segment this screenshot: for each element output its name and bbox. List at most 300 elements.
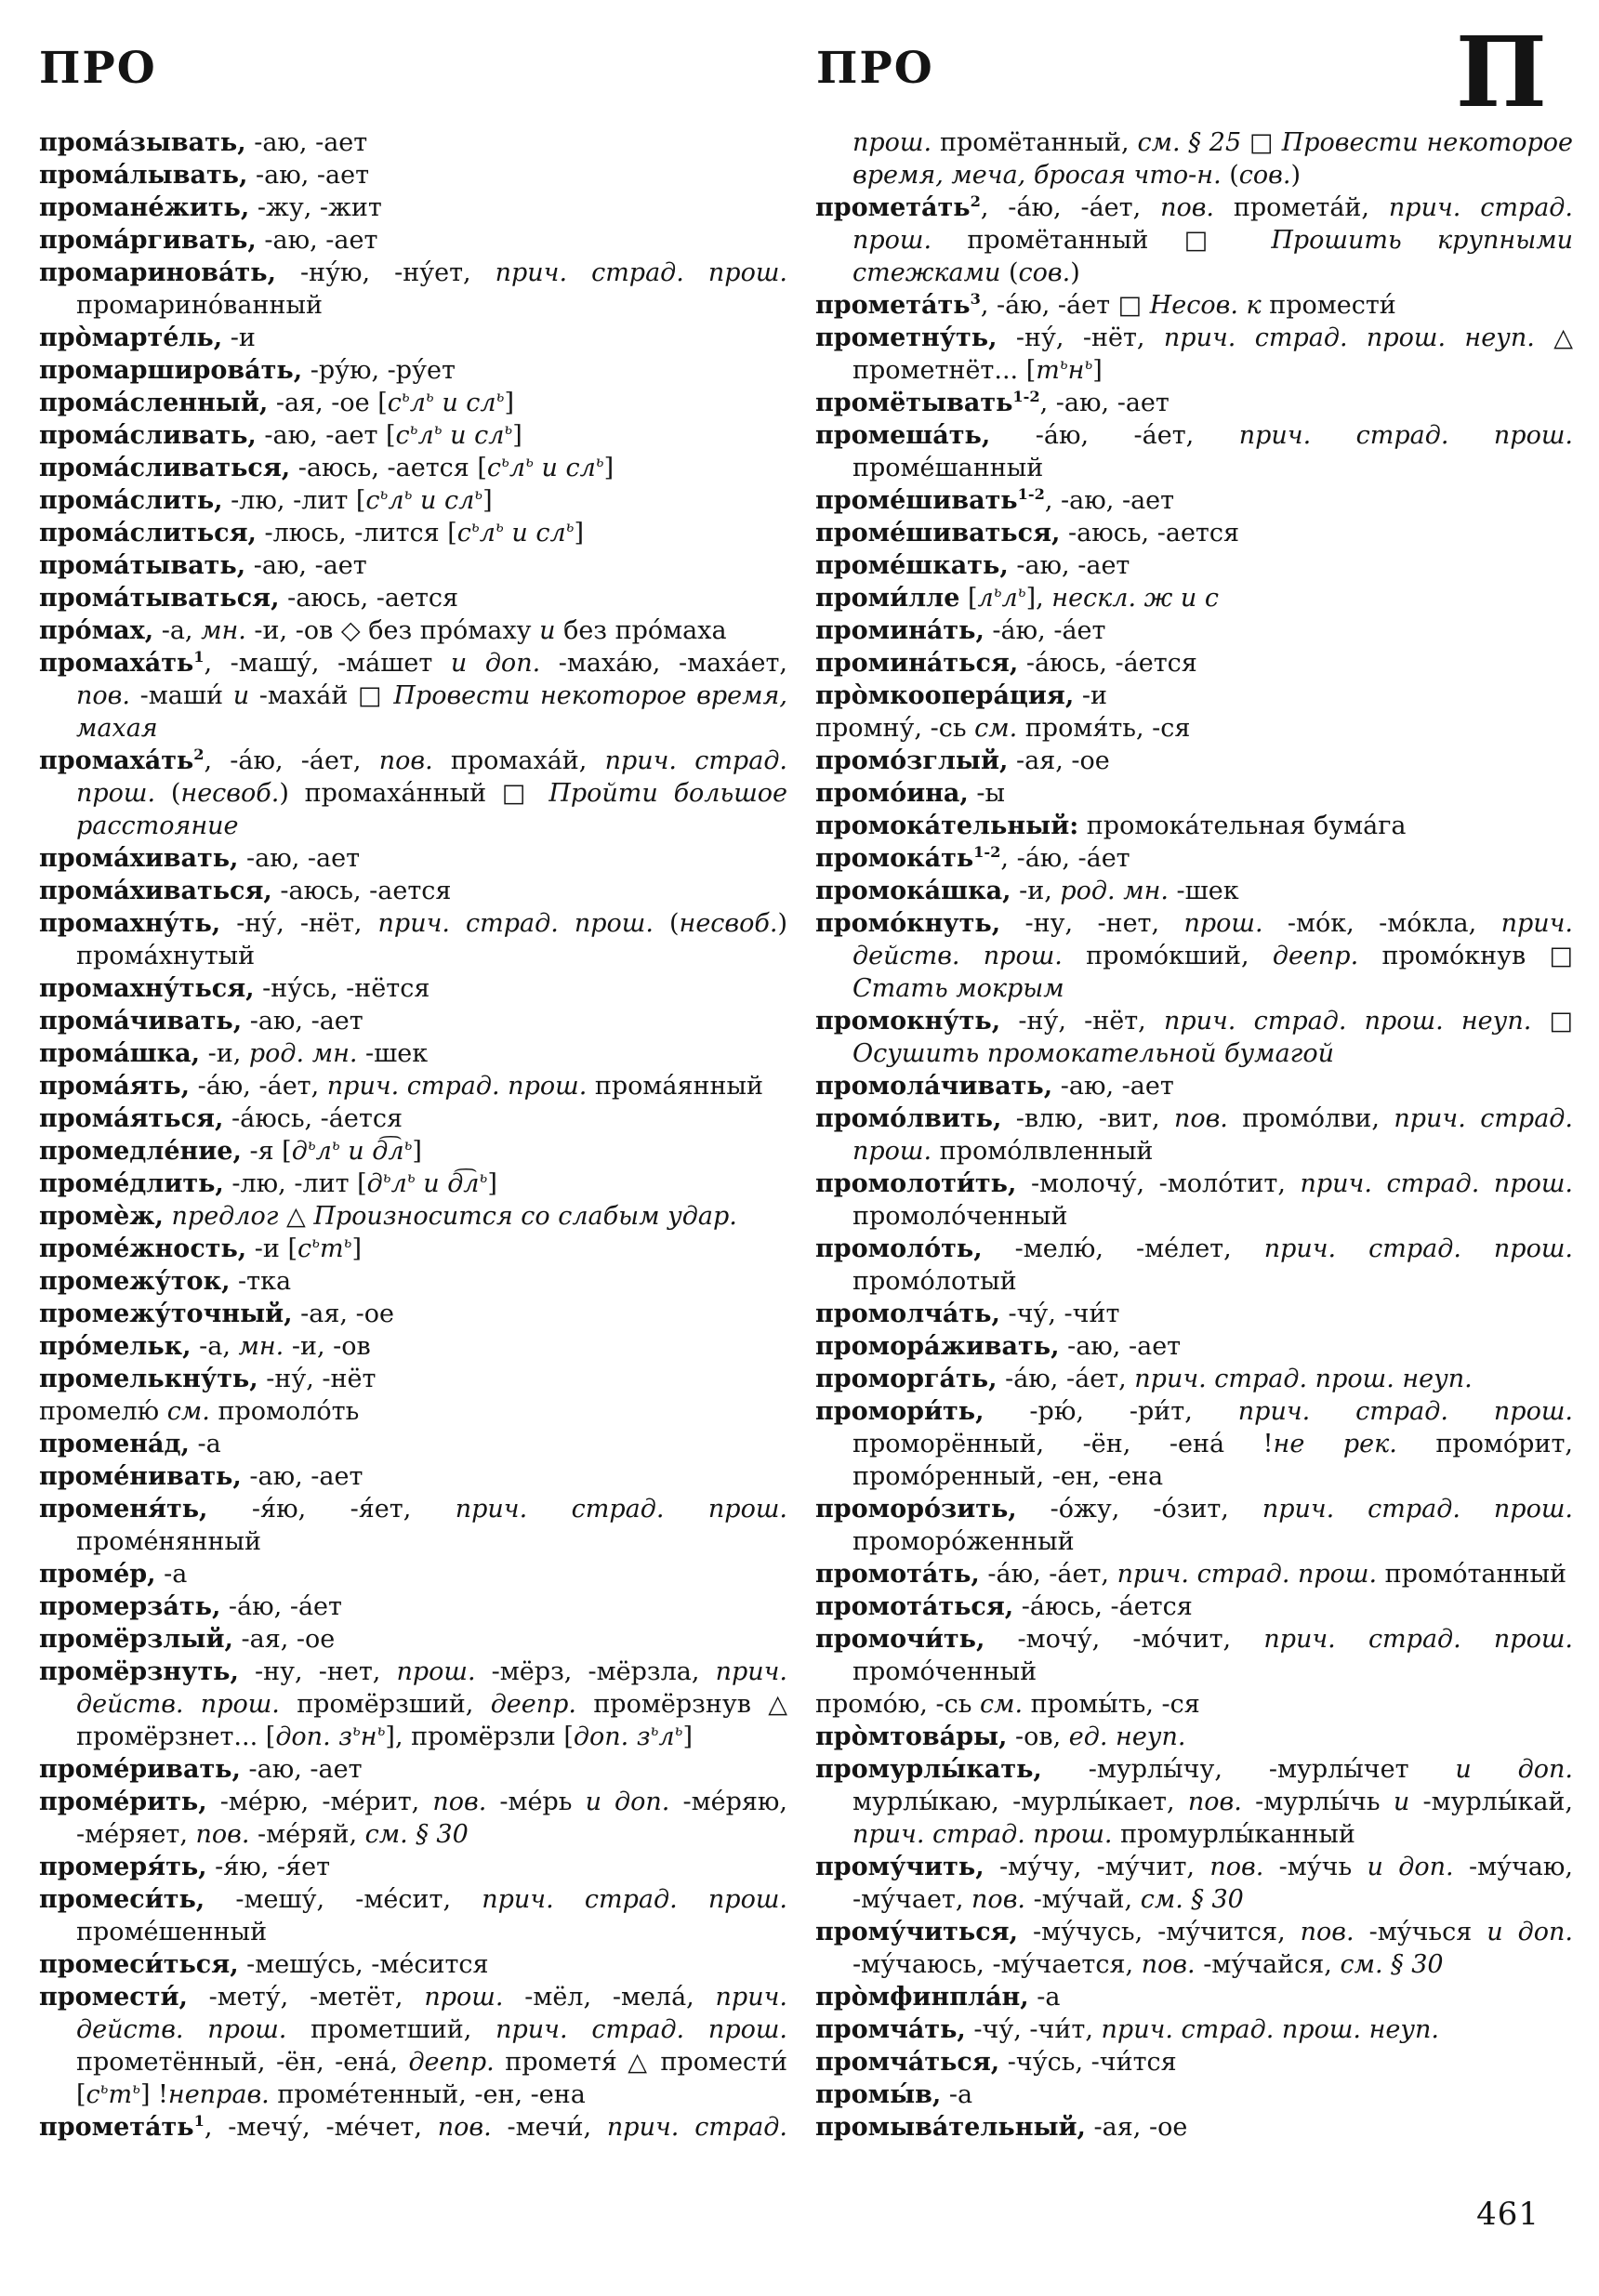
dictionary-entry [39, 1851, 787, 1883]
entry-text: ] [1092, 356, 1103, 385]
dictionary-entry [39, 1428, 787, 1460]
entry-text: и сл [503, 519, 566, 548]
dictionary-entry [39, 647, 787, 745]
entry-text: -аюсь, -ается [271, 877, 452, 905]
entry-text: -му́чай, [1025, 1885, 1141, 1914]
entry-text: промётанный, [932, 128, 1138, 157]
entry-text: 2 [970, 192, 981, 210]
entry-text: ь [565, 518, 575, 535]
entry-text: Несов. к [1149, 291, 1262, 320]
entry-text: пов. [437, 2113, 492, 2142]
dictionary-entry [39, 1265, 787, 1298]
entry-text: -аю, -ает [ [256, 421, 396, 450]
entry-text: н [360, 1722, 377, 1751]
entry-text: ], [1025, 584, 1052, 613]
running-head-left: ПРО [39, 43, 157, 94]
entry-text: промета́й, [1214, 193, 1389, 222]
dictionary-entry [39, 419, 787, 452]
entry-text: -ая, -ое [1085, 2113, 1188, 2142]
entry-text: ь [379, 485, 389, 503]
headword: промане́жить, [39, 193, 250, 222]
entry-text: -а́ю, -а́ет, [997, 1365, 1135, 1393]
entry-text: -ме́рю, -ме́рит, [206, 1788, 433, 1816]
entry-text: ( [653, 909, 680, 938]
headword: прометну́ть, [815, 323, 998, 352]
dictionary-entry [815, 1298, 1573, 1330]
entry-text: прич. страд. прош. [852, 193, 1574, 255]
entry-text: с [297, 1234, 312, 1263]
dictionary-entry [815, 582, 1573, 614]
entry-text: промо́кший, [1062, 942, 1273, 970]
entry-text: -аю, -ает [241, 1462, 363, 1491]
entry-text: см. [974, 714, 1018, 743]
entry-text: ь [406, 1168, 416, 1186]
dictionary-entry [39, 1590, 787, 1623]
entry-text: [ [959, 584, 978, 613]
entry-text: пов. [1300, 1918, 1355, 1946]
entry-text: несвоб. [180, 779, 280, 808]
entry-text: -а [1028, 1983, 1061, 2012]
entry-text: ] [412, 1137, 422, 1166]
entry-text: ь [401, 388, 410, 405]
entry-text: прич. страд. прош. [1117, 1560, 1378, 1589]
dictionary-entry [39, 1298, 787, 1330]
entry-text: ь [993, 583, 1002, 600]
headword: прома́чивать, [39, 1007, 243, 1036]
dictionary-entry [39, 907, 787, 972]
entry-text: -мурлы́чь [1241, 1788, 1394, 1816]
entry-text: ь [674, 1722, 683, 1739]
headword: промётывать [815, 389, 1013, 417]
entry-text: прич. страд. прош. [1238, 421, 1573, 450]
headword: промаха́ть [39, 746, 194, 775]
headword: промоло́ть, [815, 1234, 983, 1263]
entry-text: ь [479, 1168, 488, 1186]
dictionary-entry [815, 2013, 1573, 2046]
entry-text: -ну, -нет, [1000, 909, 1184, 938]
entry-text: 1-2 [973, 843, 1001, 861]
entry-text: ь [1059, 355, 1068, 373]
entry-text: см. [166, 1397, 210, 1426]
entry-text: л [1001, 584, 1018, 613]
entry-text: △ прометнёт... [ [852, 323, 1573, 385]
entry-text: -и [222, 323, 256, 352]
entry-text: мн. [238, 1332, 284, 1361]
left-column [39, 126, 787, 2144]
entry-text: ь [343, 1234, 352, 1251]
dictionary-entry [815, 810, 1573, 842]
entry-text: 2 [193, 746, 205, 763]
dictionary-entry [815, 2078, 1573, 2111]
dictionary-entry [39, 1233, 787, 1265]
entry-text: -и, -ов [284, 1332, 371, 1361]
dictionary-entry [815, 322, 1573, 387]
entry-text: промну́, -сь [815, 714, 975, 743]
entry-text: промурлы́канный [1112, 1820, 1355, 1849]
headword: проморга́ть, [815, 1365, 998, 1393]
entry-text: и доп. [1367, 1853, 1454, 1881]
entry-text: промо́ченный [852, 1657, 1037, 1686]
dictionary-entry [39, 1363, 787, 1395]
headword: прома́хивать, [39, 844, 239, 873]
dictionary-entry [815, 1753, 1573, 1851]
entry-text: н [1067, 356, 1085, 385]
entry-text: промо́лвленный [932, 1137, 1154, 1166]
dictionary-entry [39, 1948, 787, 1981]
page-number: 461 [1476, 2196, 1540, 2233]
entry-text: -ая, -ое [1008, 746, 1110, 775]
entry-text: -и, [200, 1039, 249, 1068]
entry-text: -ну́, -нёт, [1000, 1007, 1164, 1036]
entry-text: -мурлы́кай, [1409, 1788, 1573, 1816]
headword: промина́ться, [815, 649, 1019, 678]
dictionary-entry [815, 1395, 1573, 1493]
entry-text: деепр. [408, 2048, 495, 2077]
headword: прома́шка, [39, 1039, 201, 1068]
entry-text: и сл [442, 421, 505, 450]
entry-text: Прошить крупными стежками [852, 226, 1573, 287]
headword: промо́кнуть, [815, 909, 1001, 938]
headword: прома́сленный, [39, 389, 269, 417]
headword: промеси́ться, [39, 1950, 239, 1979]
entry-text: мурлы́каю, -мурлы́кает, [852, 1788, 1188, 1816]
entry-text: -лю, -лит [ [223, 1169, 367, 1198]
dictionary-entry [39, 1753, 787, 1786]
dictionary-entry [39, 1102, 787, 1135]
entry-text: -а́ю, -а́ет, [979, 1560, 1117, 1589]
headword: проми́лле [815, 584, 960, 613]
entry-text: -аю, -ает [247, 161, 370, 190]
entry-text: пов. [432, 1788, 487, 1816]
dictionary-entry [815, 1005, 1573, 1070]
headword: промурлы́кать, [815, 1755, 1042, 1784]
entry-text: см. § 30 [1340, 1950, 1444, 1979]
entry-text: -мо́к, -мо́кла, [1262, 909, 1501, 938]
entry-text: ] [682, 1722, 693, 1751]
entry-text: род. мн. [1060, 877, 1169, 905]
entry-text: -а́ю, -а́ет [220, 1592, 342, 1621]
entry-text: прич. страд. прош. неуп. [1163, 323, 1535, 352]
entry-text: проме́нянный [76, 1527, 262, 1556]
entry-text: -а́юсь, -а́ется [223, 1104, 403, 1133]
entry-text: -рю́, -ри́т, [984, 1397, 1238, 1426]
entry-text: пов. [971, 1885, 1025, 1914]
entry-text: промо́лотый [852, 1267, 1017, 1296]
headword: проме́ривать, [39, 1755, 241, 1784]
headword: промелькну́ть, [39, 1365, 258, 1393]
entry-text: -аю, -ает [256, 226, 378, 255]
entry-text: ь [495, 518, 504, 535]
headword: про̀мкоопера́ция, [815, 681, 1075, 710]
entry-text: -ну́, -нёт, [997, 323, 1164, 352]
entry-text: ) [1070, 258, 1080, 287]
dictionary-entry [815, 1558, 1573, 1590]
entry-text: с [86, 2080, 100, 2109]
entry-text: 3 [970, 290, 981, 308]
entry-text: с [365, 486, 380, 515]
entry-text: ] [487, 1169, 497, 1198]
headword: проме́шкать, [815, 551, 1009, 580]
entry-text: ь [307, 1136, 316, 1154]
entry-text: -ме́ряю, -ме́ряет, [76, 1788, 787, 1849]
entry-text: -а́юсь, -а́ется [1013, 1592, 1193, 1621]
dictionary-entry [39, 1395, 787, 1428]
headword: промола́чивать, [815, 1072, 1053, 1101]
entry-text: сов. [1238, 161, 1291, 190]
dictionary-entry [815, 777, 1573, 810]
dictionary-entry [39, 1981, 787, 2111]
dictionary-entry [815, 1916, 1573, 1981]
entry-text: Пройти большое расстояние [76, 779, 788, 840]
entry-text: -мурлы́чу, -мурлы́чет [1041, 1755, 1456, 1784]
entry-text: т [1036, 356, 1060, 385]
entry-text: л [977, 584, 994, 613]
headword: промена́д, [39, 1430, 190, 1458]
entry-text: -ру́ю, -ру́ет [302, 356, 456, 385]
entry-text: ь [501, 453, 509, 470]
headword: прома́слить, [39, 486, 223, 515]
entry-text: -и, -ов ◇ без про́маху [245, 616, 540, 645]
headword: прома́ять, [39, 1072, 190, 1101]
headword: прома́хиваться, [39, 877, 272, 905]
entry-text: -ну́ю, -ну́ет, [275, 258, 496, 287]
entry-text: прич. страд. прош. неуп. [1134, 1365, 1473, 1393]
headword: про̀мфинпла́н, [815, 1983, 1029, 2012]
entry-text: прич. действ. прош. [852, 909, 1574, 970]
entry-text: ь [525, 453, 534, 470]
entry-continuation [815, 126, 1573, 191]
headword: прома́слиться, [39, 519, 257, 548]
dictionary-entry [815, 907, 1573, 1005]
entry-text: , -а́ю, -а́ет, [204, 746, 379, 775]
entry-text: прич. страд. прош. [852, 1104, 1573, 1166]
entry-text: Провести некоторое время, махая [76, 681, 787, 743]
headword: проме́р, [39, 1560, 156, 1589]
entry-text: -ну́сь, -нётся [254, 974, 430, 1003]
entry-text: -аюсь, -ается [279, 584, 459, 613]
entry-text: ь [504, 420, 513, 438]
headword: промаринова́ть, [39, 258, 276, 287]
entry-text: л [388, 486, 404, 515]
headword: промолоти́ть, [815, 1169, 1017, 1198]
section-letter: П [1455, 15, 1547, 129]
entry-text: проме́шенный [76, 1918, 268, 1946]
entry-text: пов. [378, 746, 433, 775]
entry-text: прич. страд. прош. [455, 1495, 787, 1524]
entry-text: не рек. [1273, 1430, 1397, 1458]
dictionary-entry [39, 159, 787, 191]
entry-text: см. § 30 [364, 1820, 469, 1849]
headword: промёрзнуть, [39, 1657, 239, 1686]
entry-text: см. § 30 [1140, 1885, 1244, 1914]
dictionary-entry [815, 1070, 1573, 1102]
entry-text: ь [1017, 583, 1026, 600]
right-column [815, 126, 1573, 2144]
entry-text: -маши́ [129, 681, 233, 710]
dictionary-entry [39, 972, 787, 1005]
entry-text: ь [377, 1722, 386, 1739]
dictionary-entry [39, 1786, 787, 1851]
entry-text: промарино́ванный [76, 291, 323, 320]
entry-text: ] [351, 1234, 362, 1263]
dictionary-entry [39, 1656, 787, 1753]
dictionary-entry [815, 1590, 1573, 1623]
entry-text: ь [331, 1136, 340, 1154]
headword: проме́жность, [39, 1234, 247, 1263]
entry-text: -мешу́, -ме́сит, [205, 1885, 482, 1914]
dictionary-entry [39, 614, 787, 647]
headword: проме́рить, [39, 1788, 207, 1816]
dictionary-entry [39, 1200, 787, 1233]
headword: прома́сливать, [39, 421, 257, 450]
entry-text: -мечи́, [491, 2113, 607, 2142]
dictionary-entry [39, 322, 787, 354]
headword: проморо́зить, [815, 1495, 1017, 1524]
dictionary-entry [39, 224, 787, 257]
entry-text: род. мн. [248, 1039, 358, 1068]
headword: промести́, [39, 1983, 188, 2012]
entry-text: -ну́, -нёт [258, 1365, 377, 1393]
dictionary-entry [815, 1330, 1573, 1363]
entry-text: прич. страд. прош. [1263, 1234, 1573, 1263]
dictionary-entry [39, 1558, 787, 1590]
entry-text: промо́танный [1377, 1560, 1566, 1589]
entry-text: прич. страд. прош. [326, 1072, 588, 1101]
entry-text: промока́тельная бума́га [1078, 812, 1407, 840]
dictionary-entry [39, 875, 787, 907]
entry-text: -шек [1168, 877, 1239, 905]
entry-text: -я́ю, -я́ет, [207, 1495, 456, 1524]
entry-text: сов. [1018, 258, 1071, 287]
entry-text: -влю, -вит, [1001, 1104, 1174, 1133]
dictionary-entry [39, 191, 787, 224]
entry-text: -аю, -ает [1052, 1072, 1174, 1101]
entry-text: пов. [1173, 1104, 1228, 1133]
headword: прома́зывать, [39, 128, 246, 157]
entry-text: проме́тенный, -ен, -ена [269, 2080, 586, 2109]
entry-text: промести́ [1261, 291, 1396, 320]
entry-text: -ме́рь [486, 1788, 586, 1816]
entry-text: ь [650, 1722, 659, 1739]
entry-text: -му́чусь, -му́чится, [1018, 1918, 1301, 1946]
entry-text: промо́лви, [1227, 1104, 1394, 1133]
entry-text: т [108, 2080, 133, 2109]
entry-text: -ая, -ое [232, 1625, 336, 1654]
dictionary-entry [815, 614, 1573, 647]
entry-text: -ну́, -нёт, [220, 909, 378, 938]
entry-text: -а, [153, 616, 202, 645]
entry-text: -и [ [246, 1234, 298, 1263]
entry-text: -и [1074, 681, 1107, 710]
entry-text: 1 [193, 2112, 205, 2130]
headword: промока́ть [815, 844, 974, 873]
entry-text: -му́чься [1354, 1918, 1487, 1946]
entry-text: промо́рит, промо́ренный, -ен, -ена [852, 1430, 1573, 1491]
entry-text: ь [470, 518, 480, 535]
dictionary-entry [815, 387, 1573, 419]
entry-text: ) прома́хнутый [76, 909, 787, 970]
entry-text: -чу́, -чи́т, [965, 2015, 1102, 2044]
dictionary-entry [39, 1460, 787, 1493]
headword: промина́ть, [815, 616, 985, 645]
entry-text: -я́ю, -я́ет [206, 1853, 331, 1881]
entry-text: ] ! [139, 2080, 168, 2109]
dictionary-entry [39, 1037, 787, 1070]
headword: прому́читься, [815, 1918, 1019, 1946]
entry-text: прометя́ △ промести́ [ [76, 2048, 787, 2109]
entry-text: ], промёрзли [ [385, 1722, 574, 1751]
entry-text: -ов, [1007, 1722, 1069, 1751]
dictionary-entry [815, 1688, 1573, 1721]
entry-text: прич. страд. прош. [1300, 1169, 1574, 1198]
dictionary-entry [39, 1070, 787, 1102]
headword: промори́ть, [815, 1397, 985, 1426]
entry-text: -ая, -ое [292, 1300, 394, 1328]
headword: промѐж, [39, 1202, 164, 1231]
entry-text: промы́ть, -ся [1023, 1690, 1200, 1719]
entry-text: -я [ [241, 1137, 292, 1166]
entry-text: промётанный □ [932, 226, 1272, 255]
entry-text: промёрзший, [279, 1690, 491, 1719]
entry-text: -му́чаюсь, -му́чается, [852, 1950, 1142, 1979]
entry-text: т [320, 1234, 344, 1263]
dictionary-entry [39, 1005, 787, 1037]
headword: промота́ться, [815, 1592, 1014, 1621]
entry-text: , -мечу́, -ме́чет, [204, 2113, 438, 2142]
entry-text: нескл. ж и с [1051, 584, 1220, 613]
entry-text: -молочу́, -моло́тит, [1016, 1169, 1301, 1198]
entry-text: , -аю, -ает [1039, 389, 1170, 417]
headword: промерза́ть, [39, 1592, 221, 1621]
headword: промока́тельный: [815, 812, 1079, 840]
dictionary-entry [39, 549, 787, 582]
dictionary-entry [39, 1330, 787, 1363]
entry-text: л [315, 1137, 332, 1166]
entry-text: см. [980, 1690, 1024, 1719]
entry-text: промаха́й, [432, 746, 605, 775]
dictionary-entry [815, 712, 1573, 745]
headword: промо́лвить, [815, 1104, 1002, 1133]
entry-text: -аю, -ает [1059, 1332, 1182, 1361]
entry-text: -му́чаю, -му́чает, [852, 1853, 1573, 1914]
entry-text: л [658, 1722, 675, 1751]
headword: промеша́ть, [815, 421, 991, 450]
entry-text: и сл [533, 454, 596, 482]
entry-text: прич. страд. прош. [76, 746, 788, 808]
entry-text: ь [474, 485, 483, 503]
entry-text: несвоб. [679, 909, 778, 938]
entry-text: -жу, -жит [249, 193, 382, 222]
headword: проме́шиваться, [815, 519, 1061, 548]
entry-text: прич. страд. прош. [1262, 1495, 1573, 1524]
entry-text: ь [99, 2079, 109, 2097]
dictionary-entry [39, 2111, 787, 2144]
dictionary-entry [815, 1102, 1573, 1168]
entry-text: □ [1241, 128, 1282, 157]
entry-text: ь [403, 485, 413, 503]
dictionary-entry [815, 2111, 1573, 2144]
entry-text: , -а́ю, -а́ет, [980, 193, 1161, 222]
entry-text: ( [155, 779, 181, 808]
entry-text: -а [155, 1560, 188, 1589]
entry-text: 1 [193, 648, 205, 666]
entry-text: и [232, 681, 250, 710]
entry-text: , -а́ю, -а́ет [1000, 844, 1130, 873]
entry-text: -му́чу, -му́чит, [984, 1853, 1210, 1881]
entry-text: проморо́женный [852, 1527, 1075, 1556]
entry-text: проморённый, -ён, -ена́ ! [852, 1430, 1274, 1458]
entry-text: -маха́й □ [249, 681, 394, 710]
